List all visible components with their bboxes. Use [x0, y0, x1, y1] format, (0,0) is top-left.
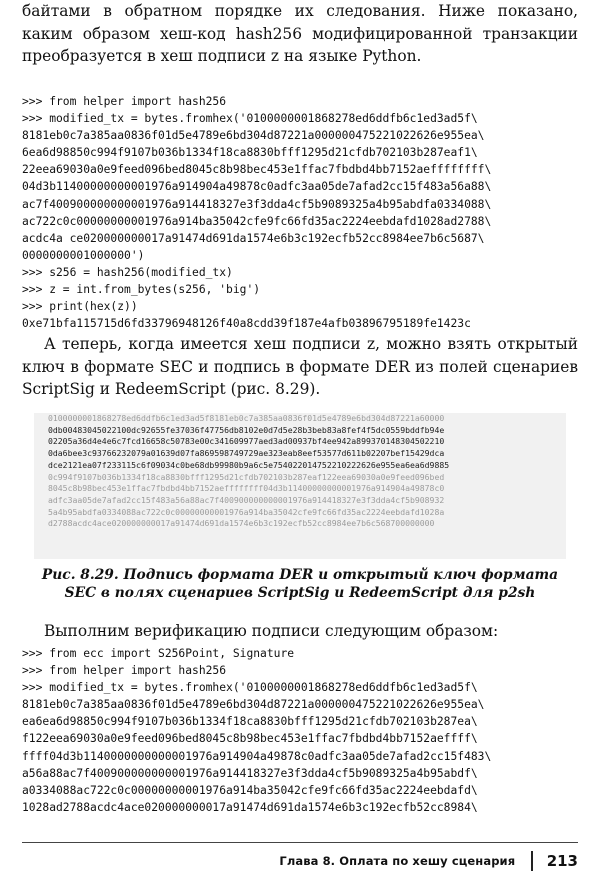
intro-paragraph: байтами в обратном порядке их следования. Ниже показано, каким образом хеш-код hash256 модифицированной транзакции преобразуется в хеш подписи z на языке Python.	[22, 2, 578, 66]
footer-rule	[22, 842, 578, 843]
code-line: >>> from helper import hash256	[22, 95, 227, 108]
footer-separator	[531, 851, 533, 871]
hex-segment-dim: 0c994f9107b036b1334f18ca8830bfff1295d21cfdb702103b287eaf122eea69030a0e9feed096bed	[48, 471, 445, 482]
code-line: >>> from helper import hash256	[22, 664, 227, 678]
hex-segment-dim: adfc3aa05de7afad2cc15f483a56a88ac7f400900000000001976a914418327e3f3dda4cf5b908932	[48, 494, 445, 505]
figure-8-29-hex-dump	[34, 413, 566, 559]
code-line: 6ea6d98850c994f9107b036b1334f18ca8830bfff1295d21cfdb702103b287eaf1\	[22, 146, 478, 160]
hex-segment-dim: 0100000001868278ed6ddfb6c1ed3ad5f8181eb0c7a385aa0836f01d5e4789e6bd304d87221a60000	[48, 413, 445, 423]
hex-line	[34, 507, 566, 519]
code-line: >>> modified_tx = bytes.fromhex('0100000001868278ed6ddfb6c1ed3ad5f\	[22, 681, 478, 695]
hex-line	[34, 436, 566, 448]
code-line: a0334088ac722c0c00000000001976a914ba35042cfe9fc66fd35ac2224eebdafd\	[22, 783, 478, 797]
code-line: >>> modified_tx = bytes.fromhex('0100000001868278ed6ddfb6c1ed3ad5f\	[22, 112, 478, 126]
code-line: >>> z = int.from_bytes(s256, 'big')	[22, 283, 261, 297]
hex-line	[34, 425, 566, 437]
code-line: ac7f400900000000001976a914418327e3f3dda4cf5b9089325a4b95abdfa0334088\	[22, 197, 492, 211]
hex-segment-highlight: 02205a36d4e4e6c7fcd16658c50783e00c341609977aed3ad00937bf4ee942a899370148304502210	[48, 436, 445, 447]
hex-segment-dim: d2788acdc4ace020000000017a91474d691da1574e6b3c192ecfb52cc8984ee7b6c568700000000	[48, 518, 435, 529]
chapter-title: Глава 8. Оплата по хешу сценария	[279, 854, 516, 868]
code-line: ac722c0c00000000001976a914ba35042cfe9fc66fd35ac2224eebdafd1028ad2788\	[22, 214, 492, 228]
code-line: 1028ad2788acdc4ace020000000017a91474d691da1574e6b3c192ecfb52cc8984\	[22, 800, 478, 814]
code-line: >>> s256 = hash256(modified_tx)	[22, 265, 233, 279]
hex-segment-dim: 8045c8b98bec453e1ffac7fbdbd4bb7152aeffffffff04d3b11400000000001976a914904a49878c0	[48, 483, 445, 494]
code-line: ea6ea6d98850c994f9107b036b1334f18ca8830bfff1295d21cfdb702103b287ea\	[22, 715, 478, 729]
hex-segment-dim: 5a4b95abdfa0334088ac722c0c00000000001976a914ba35042cfe9fc66fd35ac2224eebdafd1028a	[48, 506, 445, 517]
code-line: 22eea69030a0e9feed096bed8045c8b98bec453e1ffac7fbdbd4bb7152aeffffffff\	[22, 163, 492, 177]
code-line: >>> print(hex(z))	[22, 300, 138, 314]
hex-segment-highlight: 0db00483045022100dc92655fe37036f47756db8102e0d7d5e28b3beb83a8fef4f5dc0559bddfb94e	[48, 424, 445, 435]
hex-line	[34, 448, 566, 460]
hex-line	[34, 483, 566, 495]
code-block-hash-z	[22, 93, 582, 332]
code-line: 0xe71bfa115715d6fd33796948126f40a8cdd39f187e4afb03896795189fe1423c	[22, 317, 471, 331]
code-block-verify	[22, 645, 582, 816]
code-line: 8181eb0c7a385aa0836f01d5e4789e6bd304d87221a000000475221022626e955ea\	[22, 698, 485, 712]
verify-paragraph: Выполним верификацию подписи следующим образом:	[44, 622, 499, 640]
code-line: 04d3b11400000000001976a914904a49878c0adfc3aa05de7afad2cc15f483a56a88\	[22, 180, 492, 194]
hex-line	[34, 518, 566, 530]
code-line: 8181eb0c7a385aa0836f01d5e4789e6bd304d87221a000000475221022626e955ea\	[22, 129, 485, 143]
code-line: >>> from ecc import S256Point, Signature	[22, 647, 295, 660]
public-key-paragraph: А теперь, когда имеется хеш подписи z, можно взять открытый ключ в формате SEC и подпись в формате DER из полей сценариев ScriptSig и RedeemScript (рис. 8.29).	[22, 335, 578, 399]
hex-line	[34, 472, 566, 484]
code-line: a56a88ac7f400900000000001976a914418327e3f3dda4cf5b9089325a4b95abdf\	[22, 766, 478, 780]
code-line: f122eea69030a0e9feed096bed8045c8b98bec453e1ffac7fbdbd4bb7152aeffff\	[22, 732, 478, 746]
code-line: ffff04d3b1140000000000001976a914904a49878c0adfc3aa05de7afad2cc15f483\	[22, 749, 492, 763]
hex-line	[34, 413, 566, 425]
code-line: acdc4a ce020000000017a91474d691da1574e6b3c192ecfb52cc8984ee7b6c5687\	[22, 231, 485, 245]
code-line: 0000000001000000')	[22, 248, 145, 262]
hex-line	[34, 495, 566, 507]
hex-line	[34, 460, 566, 472]
figure-caption: Рис. 8.29. Подпись формата DER и открытый ключ формата SEC в полях сценариев ScriptSig и RedeemScript для p2sh	[41, 567, 559, 601]
hex-segment-highlight: dce2121ea07f233115c6f09034c0be68db99980b9a6c5e754022014752210222626e955ea6ea6d9885	[48, 459, 450, 470]
hex-segment-highlight: 0da6bee3c93766232079a01639d07fa869598749729ae323eab8eef53577d611b02207bef15429dca	[48, 448, 445, 459]
page-footer	[279, 850, 578, 872]
page-number: 213	[546, 852, 578, 870]
